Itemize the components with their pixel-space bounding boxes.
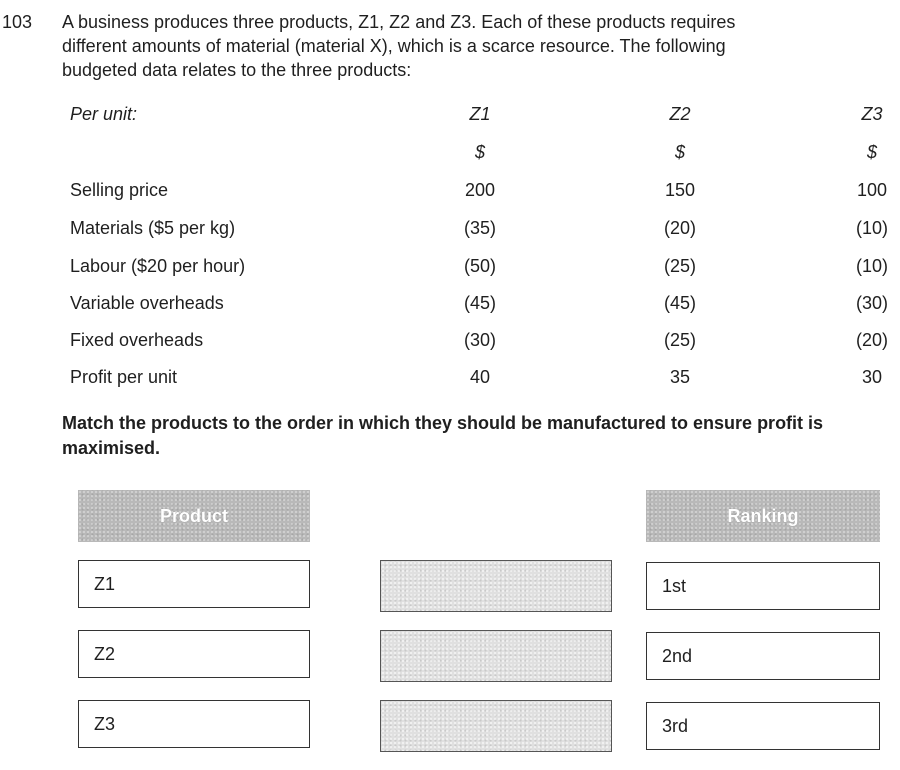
value-z1: (50) — [463, 256, 496, 276]
question-intro — [62, 10, 862, 82]
table-header-row — [0, 102, 900, 126]
ranking-label-3rd: 3rd — [646, 702, 880, 750]
value-z2: 35 — [669, 367, 691, 387]
table-row — [0, 254, 900, 278]
ranking-label-2nd: 2nd — [646, 632, 880, 680]
value-z2: 150 — [664, 180, 696, 200]
table-row — [0, 365, 900, 389]
question-number: 103 — [2, 12, 33, 32]
table-row — [0, 216, 900, 240]
table-row — [0, 328, 900, 352]
currency-z3: $ — [866, 142, 877, 162]
intro-line: budgeted data relates to the three products: — [62, 60, 412, 80]
row-label: Fixed overheads — [70, 330, 204, 350]
value-z1: 40 — [469, 367, 491, 387]
row-label: Materials ($5 per kg) — [70, 218, 236, 238]
answer-drop-zone-1[interactable] — [380, 560, 612, 612]
value-z1: (45) — [463, 293, 496, 313]
product-option-z1[interactable]: Z1 — [78, 560, 310, 608]
product-option-z2[interactable]: Z2 — [78, 630, 310, 678]
column-header-z2: Z2 — [669, 104, 691, 124]
per-unit-label: Per unit: — [70, 104, 138, 124]
table-row — [0, 178, 900, 202]
product-column-header: Product — [78, 490, 310, 542]
ranking-column-header: Ranking — [646, 490, 880, 542]
value-z3: (10) — [855, 256, 888, 276]
currency-z1: $ — [474, 142, 485, 162]
value-z3: (20) — [855, 330, 888, 350]
value-z2: (20) — [663, 218, 696, 238]
question-instruction: Match the products to the order in which they should be manufactured to ensure profit is maximised. — [62, 413, 824, 458]
value-z2: (45) — [663, 293, 696, 313]
column-header-z3: Z3 — [861, 104, 883, 124]
row-label: Profit per unit — [70, 367, 178, 387]
value-z3: (10) — [855, 218, 888, 238]
value-z1: (35) — [463, 218, 496, 238]
row-label: Labour ($20 per hour) — [70, 256, 246, 276]
intro-line: A business produces three products, Z1, Z2 and Z3. Each of these products requires — [62, 12, 736, 32]
ranking-label-1st: 1st — [646, 562, 880, 610]
product-option-z3[interactable]: Z3 — [78, 700, 310, 748]
row-label: Selling price — [70, 180, 169, 200]
row-label: Variable overheads — [70, 293, 224, 313]
answer-drop-zone-2[interactable] — [380, 630, 612, 682]
value-z3: 30 — [861, 367, 883, 387]
value-z1: (30) — [463, 330, 496, 350]
currency-z2: $ — [674, 142, 685, 162]
intro-line: different amounts of material (material X), which is a scarce resource. The following — [62, 36, 726, 56]
answer-drop-zone-3[interactable] — [380, 700, 612, 752]
value-z1: 200 — [464, 180, 496, 200]
value-z2: (25) — [663, 330, 696, 350]
value-z3: 100 — [856, 180, 888, 200]
value-z3: (30) — [855, 293, 888, 313]
value-z2: (25) — [663, 256, 696, 276]
currency-row — [0, 140, 900, 164]
table-row — [0, 291, 900, 315]
column-header-z1: Z1 — [469, 104, 491, 124]
